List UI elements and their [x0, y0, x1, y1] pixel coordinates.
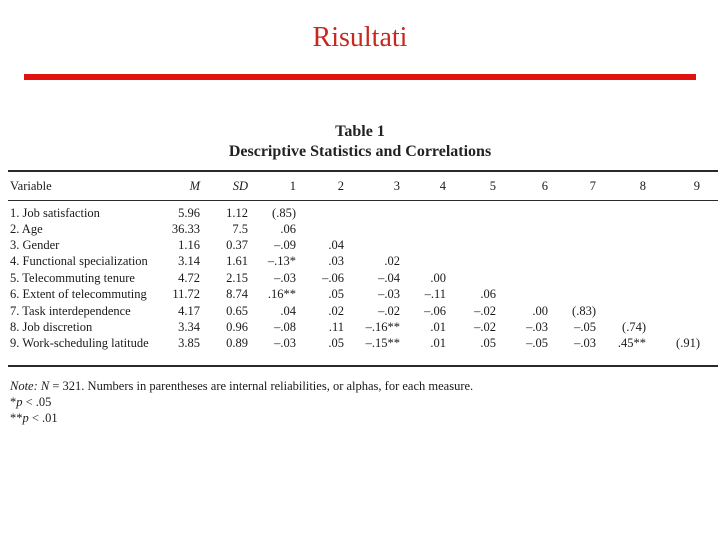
value-cell: .00: [430, 270, 446, 285]
value-cell: [548, 270, 596, 286]
value-cell: [496, 287, 548, 303]
slide-title: Risultati: [312, 22, 408, 53]
value-cell: .05: [328, 336, 344, 351]
statistics-table: [8, 174, 718, 352]
value-cell: [496, 198, 548, 221]
variable-name-cell: 6. Extent of telecommuting: [10, 287, 147, 302]
value-cell: [596, 221, 646, 237]
column-header: 6: [541, 178, 548, 193]
column-header: 4: [439, 178, 446, 193]
table-row: [8, 254, 700, 270]
value-cell: 4.17: [178, 303, 200, 318]
value-cell: 1.16: [178, 238, 200, 253]
value-cell: .06: [280, 221, 296, 236]
title-divider: [24, 74, 696, 80]
value-cell: –.03: [274, 336, 296, 351]
note-text: = 321. Numbers in parentheses are internal reliabilities, or alphas, for each measure.: [49, 379, 474, 393]
value-cell: [646, 237, 700, 253]
table-row: [8, 221, 700, 237]
value-cell: .03: [328, 254, 344, 269]
value-cell: 1.61: [226, 254, 248, 269]
value-cell: [344, 237, 400, 253]
column-header: 1: [289, 178, 296, 193]
significance-note-05: [10, 394, 473, 410]
sig-stars: **: [10, 411, 23, 425]
value-cell: [400, 198, 446, 221]
variable-name-cell: 8. Job discretion: [10, 320, 93, 335]
value-cell: [646, 270, 700, 286]
table-row: [8, 319, 700, 335]
variable-name-cell: 2. Age: [10, 221, 43, 236]
note-line: [10, 378, 473, 394]
table-bottom-rule: [8, 365, 718, 367]
value-cell: 3.85: [178, 336, 200, 351]
table-label: Table 1: [335, 123, 385, 140]
value-cell: [496, 221, 548, 237]
value-cell: [646, 254, 700, 270]
value-cell: (.74): [622, 320, 646, 335]
value-cell: –.03: [574, 336, 596, 351]
value-cell: .06: [480, 287, 496, 302]
value-cell: 8.74: [226, 287, 248, 302]
value-cell: [446, 221, 496, 237]
sig-p: p: [16, 395, 23, 409]
table-row: [8, 270, 700, 286]
table-title: Descriptive Statistics and Correlations: [228, 143, 492, 160]
column-header: 3: [393, 178, 400, 193]
column-header: 7: [589, 178, 596, 193]
table-row: [8, 336, 700, 352]
table-body: [8, 198, 700, 352]
value-cell: –.06: [424, 303, 446, 318]
variable-name-cell: 5. Telecommuting tenure: [10, 270, 135, 285]
value-cell: [496, 254, 548, 270]
value-cell: [596, 303, 646, 319]
value-cell: –.05: [574, 320, 596, 335]
value-cell: [344, 198, 400, 221]
value-cell: .16**: [267, 287, 296, 302]
sig-text: < .01: [28, 411, 58, 425]
column-header: 5: [489, 178, 496, 193]
value-cell: [496, 270, 548, 286]
value-cell: 2.15: [226, 270, 248, 285]
value-cell: –.02: [474, 320, 496, 335]
value-cell: .45**: [617, 336, 646, 351]
value-cell: [548, 237, 596, 253]
variable-name-cell: 4. Functional specialization: [10, 254, 148, 269]
table-row: [8, 287, 700, 303]
value-cell: 0.96: [226, 320, 248, 335]
table-row: [8, 303, 700, 319]
value-cell: –.15**: [365, 336, 400, 351]
value-cell: 3.34: [178, 320, 200, 335]
table-caption: [0, 122, 720, 162]
note-label: Note:: [10, 379, 38, 393]
value-cell: [548, 221, 596, 237]
value-cell: [596, 198, 646, 221]
note-n-symbol: N: [40, 379, 50, 393]
value-cell: [296, 198, 344, 221]
value-cell: –.03: [274, 270, 296, 285]
value-cell: [646, 287, 700, 303]
value-cell: –.02: [474, 303, 496, 318]
value-cell: .01: [430, 336, 446, 351]
value-cell: 0.65: [226, 303, 248, 318]
value-cell: (.83): [572, 303, 596, 318]
variable-name-cell: 3. Gender: [10, 238, 60, 253]
table-row: [8, 198, 700, 221]
value-cell: [446, 270, 496, 286]
value-cell: 1.12: [226, 206, 248, 220]
value-cell: 0.89: [226, 336, 248, 351]
value-cell: [446, 254, 496, 270]
value-cell: [548, 254, 596, 270]
value-cell: .02: [328, 303, 344, 318]
value-cell: .04: [280, 303, 296, 318]
value-cell: –.06: [322, 270, 344, 285]
value-cell: [296, 221, 344, 237]
table-header-row: [8, 174, 700, 198]
value-cell: –.16**: [365, 320, 400, 335]
value-cell: [446, 237, 496, 253]
value-cell: –.11: [424, 287, 446, 302]
value-cell: [548, 198, 596, 221]
value-cell: –.05: [526, 336, 548, 351]
variable-name-cell: 9. Work-scheduling latitude: [10, 336, 149, 351]
value-cell: –.03: [526, 320, 548, 335]
column-header: M: [189, 178, 200, 193]
column-header: SD: [232, 178, 248, 193]
value-cell: [400, 221, 446, 237]
value-cell: .11: [328, 320, 344, 335]
value-cell: [646, 198, 700, 221]
table-row: [8, 237, 700, 253]
value-cell: 36.33: [171, 221, 200, 236]
value-cell: –.13*: [267, 254, 296, 269]
value-cell: (.85): [272, 206, 296, 220]
value-cell: [596, 287, 646, 303]
sig-p: p: [22, 411, 29, 425]
table-notes: [10, 378, 473, 426]
value-cell: .04: [328, 238, 344, 253]
value-cell: [400, 254, 446, 270]
column-header: 8: [639, 178, 646, 193]
value-cell: .05: [480, 336, 496, 351]
value-cell: .01: [430, 320, 446, 335]
value-cell: 5.96: [178, 206, 200, 220]
value-cell: [400, 237, 446, 253]
column-header: 2: [337, 178, 344, 193]
table-top-rule: [8, 170, 718, 172]
value-cell: –.03: [378, 287, 400, 302]
value-cell: [344, 221, 400, 237]
value-cell: .00: [532, 303, 548, 318]
value-cell: [646, 303, 700, 319]
value-cell: [646, 221, 700, 237]
value-cell: 3.14: [178, 254, 200, 269]
value-cell: [596, 254, 646, 270]
value-cell: [596, 270, 646, 286]
significance-note-01: [10, 410, 473, 426]
value-cell: [646, 319, 700, 335]
value-cell: 4.72: [178, 270, 200, 285]
value-cell: 11.72: [172, 287, 200, 302]
sig-stars: *: [10, 395, 17, 409]
value-cell: 0.37: [226, 238, 248, 253]
value-cell: [548, 287, 596, 303]
value-cell: [596, 237, 646, 253]
value-cell: –.09: [274, 238, 296, 253]
value-cell: .02: [384, 254, 400, 269]
value-cell: (.91): [676, 336, 700, 351]
variable-name-cell: 7. Task interdependence: [10, 303, 131, 318]
value-cell: –.04: [378, 270, 400, 285]
column-header: 9: [693, 178, 700, 193]
value-cell: [446, 198, 496, 221]
column-header: Variable: [10, 178, 52, 193]
value-cell: .05: [328, 287, 344, 302]
sig-text: < .05: [22, 395, 52, 409]
value-cell: 7.5: [232, 221, 248, 236]
value-cell: [496, 237, 548, 253]
value-cell: –.02: [378, 303, 400, 318]
value-cell: –.08: [274, 320, 296, 335]
variable-name-cell: 1. Job satisfaction: [10, 206, 100, 220]
